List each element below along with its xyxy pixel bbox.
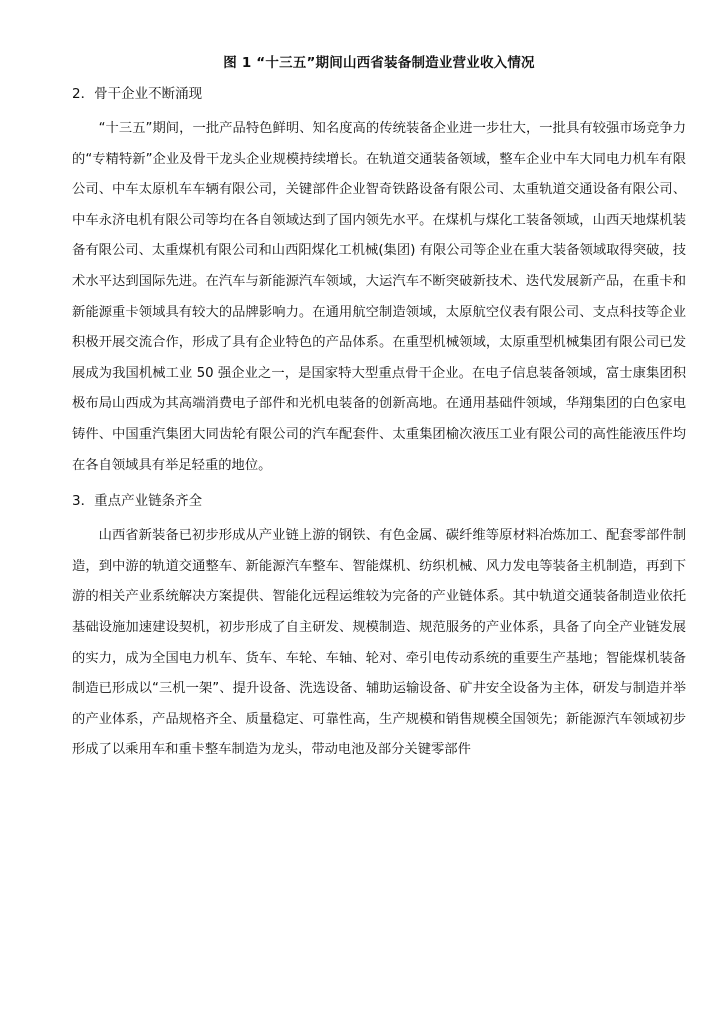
section-heading: 3．重点产业链条齐全 <box>72 493 203 510</box>
section-paragraph: “十三五”期间，一批产品特色鲜明、知名度高的传统装备企业进一步壮大，一批具有较强市场竞争力的“专精特新”企业及骨干龙头企业规模持续增长。在轨道交通装备领域，整车企业中车大同电力机车有限公司、中车太原机车车辆有限公司，关键部件企业智奇铁路设备有限公司、太重轨道交通设备有限公司、中车永济电机有限公司等均在各自领域达到了国内领先水平。在煤机与煤化工装备领域，山西天地煤机装备有限公司、太重煤机有限公司和山西阳煤化工机械(集团) 有限公司等企业在重大装备领域取得突破，技术水平达到国际先进。在汽车与新能源汽车领域，大运汽车不断突破新技术、迭代发展新产品，在重卡和新能源重卡领域具有较大的品牌影响力。在通用航空制造领域，太原航空仪表有限公司、支点科技等企业积极开展交流合作，形成了具有企业特色的产品体系。在重型机械领域，太原重型机械集团有限公司已发展成为我国机械工业 50 强企业之一，是国家特大型重点骨干企业。在电子信息装备领域，富士康集团积极布局山西成为其高端消费电子部件和光机电装备的创新高地。在通用基础件领域，华翔集团的白色家电铸件、中国重汽集团大同齿轮有限公司的汽车配套件、太重集团榆次液压工业有限公司的高性能液压件均在各自领域具有举足轻重的地位。 <box>72 121 686 473</box>
document-page <box>72 52 686 776</box>
section-backbone-enterprises <box>72 84 686 481</box>
figure-caption: 图 1 “十三五”期间山西省装备制造业营业收入情况 <box>223 55 535 71</box>
section-heading: 2．骨干企业不断涌现 <box>72 86 203 102</box>
section-paragraph: 山西省新装备已初步形成从产业链上游的钢铁、有色金属、碳纤维等原材料冶炼加工、配套零部件制造，到中游的轨道交通整车、新能源汽车整车、智能煤机、纺织机械、风力发电等装备主机制造，再到下游的相关产业系统解决方案提供、智能化远程运维较为完备的产业链体系。其中轨道交通装备制造业依托基础设施加速建设契机，初步形成了自主研发、规模制造、规范服务的产业体系，具备了向全产业链发展的实力，成为全国电力机车、货车、车轮、车轴、轮对、牵引电传动系统的重要生产基地；智能煤机装备制造已形成以“三机一架”、提升设备、洗选设备、辅助运输设备、矿井安全设备为主体，研发与制造并举的产业体系，产品规格齐全、质量稳定、可靠性高，生产规模和销售规模全国领先；新能源汽车领域初步形成了以乘用车和重卡整车制造为龙头，带动电池及部分关键零部件 <box>72 528 686 758</box>
section-industry-chain <box>72 491 686 766</box>
